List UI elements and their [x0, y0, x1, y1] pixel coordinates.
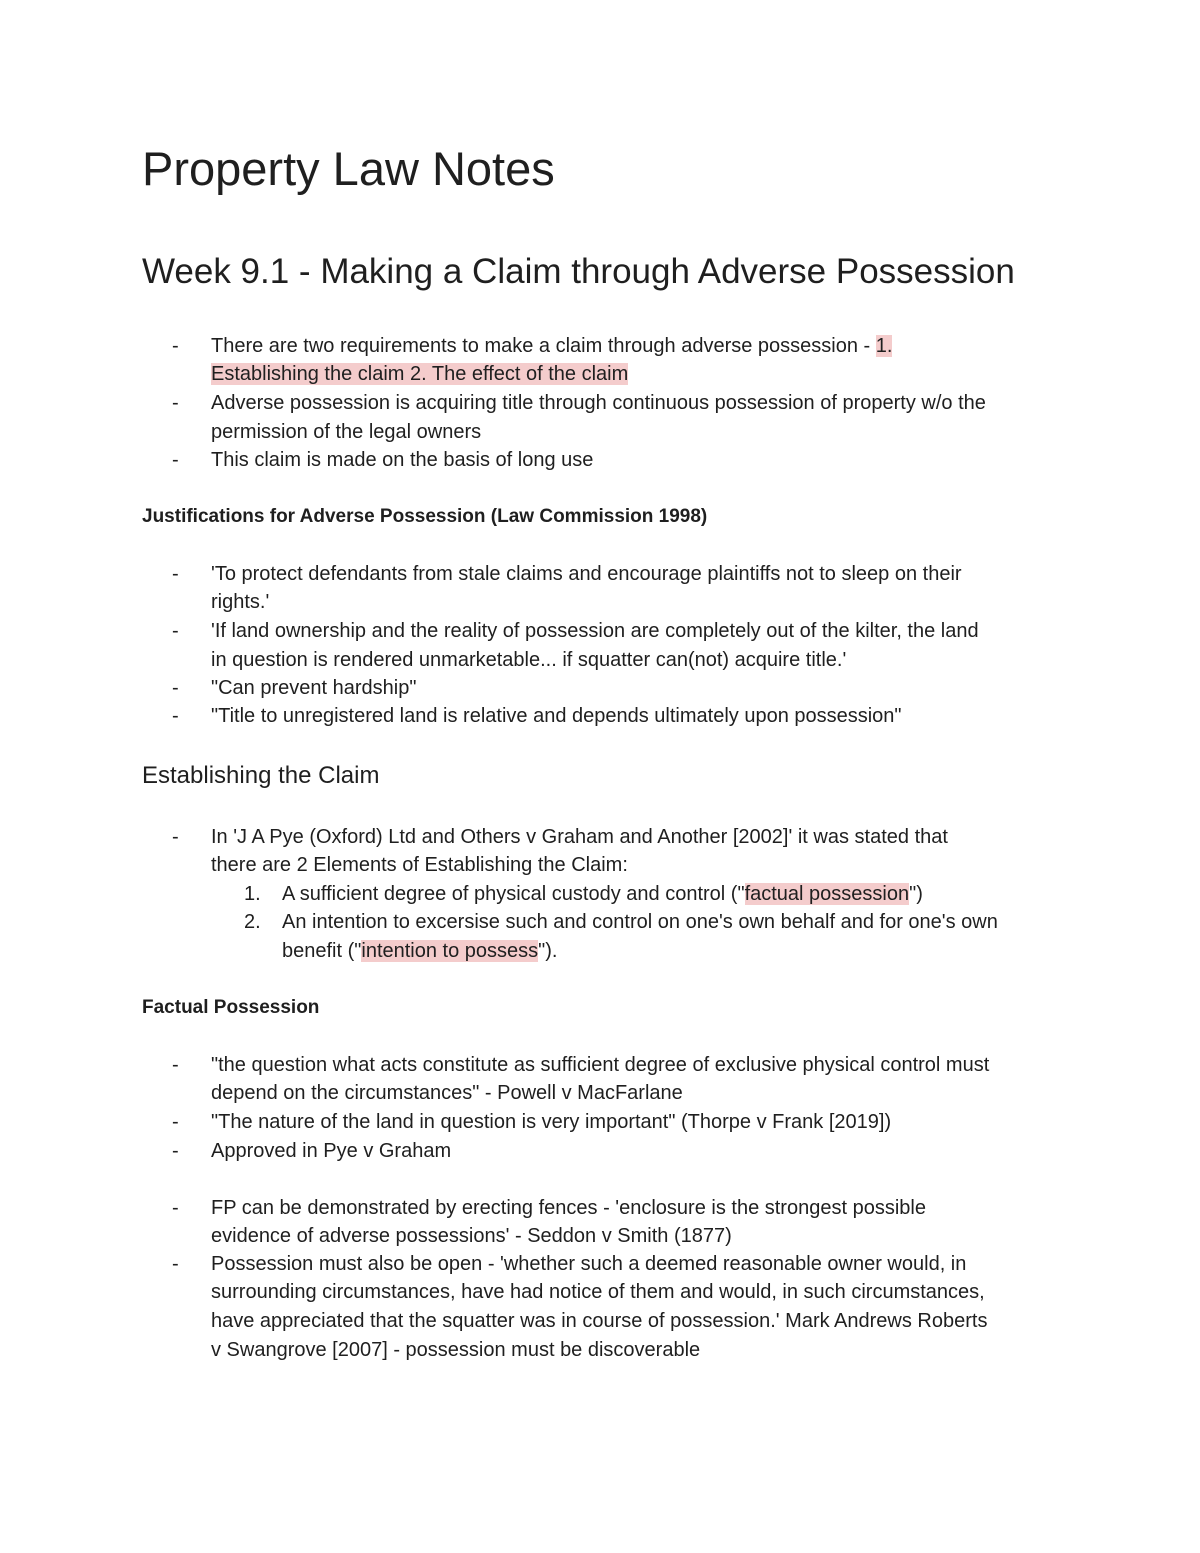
bullet-dash: -: [172, 705, 179, 727]
list-item-continuation: depend on the circumstances" - Powell v MacFarlane: [211, 1082, 683, 1104]
list-item: In 'J A Pye (Oxford) Ltd and Others v Graham and Another [2002]' it was stated that: [211, 826, 948, 848]
list-item: [211, 332, 892, 360]
list-item-continuation: rights.': [211, 591, 270, 613]
bullet-dash: -: [172, 826, 179, 848]
list-item: "The nature of the land in question is very important" (Thorpe v Frank [2019]): [211, 1111, 892, 1133]
bullet-dash: -: [172, 1197, 179, 1219]
establishing-heading: Establishing the Claim: [142, 762, 380, 789]
list-item-continuation: there are 2 Elements of Establishing the Claim:: [211, 854, 628, 876]
bullet-dash: -: [172, 335, 179, 357]
numbered-item: [282, 880, 923, 908]
list-item: 'If land ownership and the reality of possession are completely out of the kilter, the land: [211, 620, 979, 642]
justifications-heading: Justifications for Adverse Possession (Law Commission 1998): [142, 506, 708, 527]
highlighted-text: 1.: [875, 335, 893, 357]
numbered-item-text: "): [909, 883, 923, 905]
factual-possession-heading: Factual Possession: [142, 997, 320, 1018]
bullet-dash: -: [172, 563, 179, 585]
list-item: This claim is made on the basis of long use: [211, 449, 594, 471]
list-item: "Title to unregistered land is relative and depends ultimately upon possession": [211, 705, 902, 727]
list-item-continuation: in question is rendered unmarketable... if squatter can(not) acquire title.': [211, 649, 847, 671]
list-item-continuation: [211, 360, 628, 388]
list-item-continuation: permission of the legal owners: [211, 421, 482, 443]
bullet-dash: -: [172, 677, 179, 699]
list-item: 'To protect defendants from stale claims and encourage plaintiffs not to sleep on their: [211, 563, 962, 585]
bullet-dash: -: [172, 1054, 179, 1076]
list-item: Adverse possession is acquiring title through continuous possession of property w/o the: [211, 392, 986, 414]
numbered-item-continuation: [282, 937, 557, 965]
bullet-dash: -: [172, 620, 179, 642]
week-heading: Week 9.1 - Making a Claim through Adverse Possession: [142, 252, 1015, 291]
list-item-continuation: have appreciated that the squatter was in course of possession.' Mark Andrews Roberts: [211, 1310, 988, 1332]
numbered-item: An intention to excersise such and control on one's own behalf and for one's own: [282, 911, 998, 933]
list-item-text: There are two requirements to make a claim through adverse possession -: [211, 335, 876, 357]
list-item: FP can be demonstrated by erecting fences - 'enclosure is the strongest possible: [211, 1197, 926, 1219]
numbered-item-text: ").: [538, 940, 558, 962]
bullet-dash: -: [172, 449, 179, 471]
list-item: "the question what acts constitute as sufficient degree of exclusive physical control must: [211, 1054, 990, 1076]
numbered-item-text: A sufficient degree of physical custody and control (": [282, 883, 745, 905]
bullet-dash: -: [172, 1140, 179, 1162]
list-item-continuation: v Swangrove [2007] - possession must be discoverable: [211, 1339, 701, 1361]
list-item-continuation: evidence of adverse possessions' - Seddon v Smith (1877): [211, 1225, 732, 1247]
bullet-dash: -: [172, 392, 179, 414]
bullet-dash: -: [172, 1253, 179, 1275]
highlighted-text: factual possession: [744, 883, 910, 905]
highlighted-text: intention to possess: [361, 940, 539, 962]
list-item: "Can prevent hardship": [211, 677, 417, 699]
bullet-dash: -: [172, 1111, 179, 1133]
list-item: Approved in Pye v Graham: [211, 1140, 452, 1162]
list-item: Possession must also be open - 'whether such a deemed reasonable owner would, in: [211, 1253, 967, 1275]
numbered-item-text: benefit (": [282, 940, 362, 962]
document-title: Property Law Notes: [142, 142, 555, 195]
numbered-marker: 2.: [244, 911, 261, 933]
highlighted-text: Establishing the claim 2. The effect of the claim: [211, 363, 629, 385]
numbered-marker: 1.: [244, 883, 261, 905]
list-item-continuation: surrounding circumstances, have had notice of them and would, in such circumstances,: [211, 1281, 985, 1303]
